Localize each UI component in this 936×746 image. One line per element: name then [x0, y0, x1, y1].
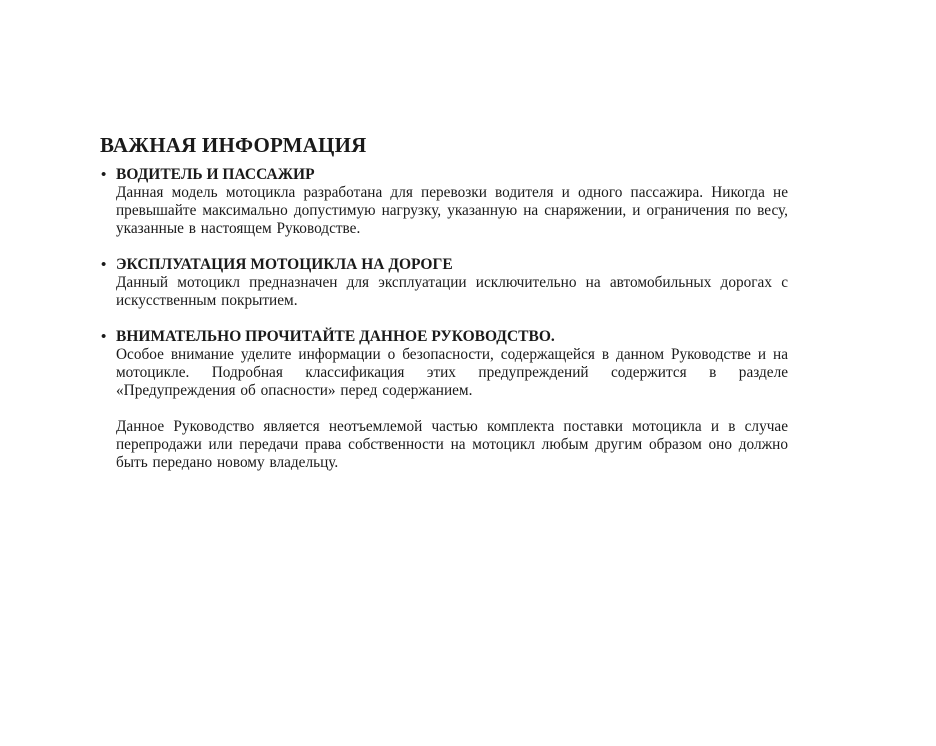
page-title: ВАЖНАЯ ИНФОРМАЦИЯ: [100, 133, 367, 157]
bullet-icon: •: [101, 257, 107, 273]
section-read-manual: [100, 328, 788, 472]
document-page: [100, 132, 788, 490]
section-paragraph: Данная модель мотоцикла разработана для перевозки водителя и одного пассажира. Никогда не превышайте максимально допустимую нагрузку, указанную на снаряжении, и ограничения по весу, указанные в настоящем Руководстве.: [116, 184, 788, 237]
section-heading: ВНИМАТЕЛЬНО ПРОЧИТАЙТЕ ДАННОЕ РУКОВОДСТВО.: [116, 328, 555, 345]
section-paragraph: Данный мотоцикл предназначен для эксплуатации исключительно на автомобильных дорогах с искусственным покрытием.: [116, 274, 788, 309]
section-heading: ВОДИТЕЛЬ И ПАССАЖИР: [116, 166, 315, 183]
section-heading: ЭКСПЛУАТАЦИЯ МОТОЦИКЛА НА ДОРОГЕ: [116, 256, 453, 273]
bullet-icon: •: [101, 329, 107, 345]
section-paragraph: Данное Руководство является неотъемлемой частью комплекта поставки мотоцикла и в случае перепродажи или передачи права собственности на мотоцикл любым другим образом оно должно быть передано новому владельцу.: [116, 418, 788, 471]
bullet-icon: •: [101, 167, 107, 183]
section-paragraph: Особое внимание уделите информации о безопасности, содержащейся в данном Руководстве и на мотоцикле. Подробная классификация этих предупреждений содержится в разделе «Предупреждения об опасности» перед содержанием.: [116, 346, 788, 399]
section-road-use: [100, 256, 788, 310]
section-rider-and-passenger: [100, 166, 788, 238]
